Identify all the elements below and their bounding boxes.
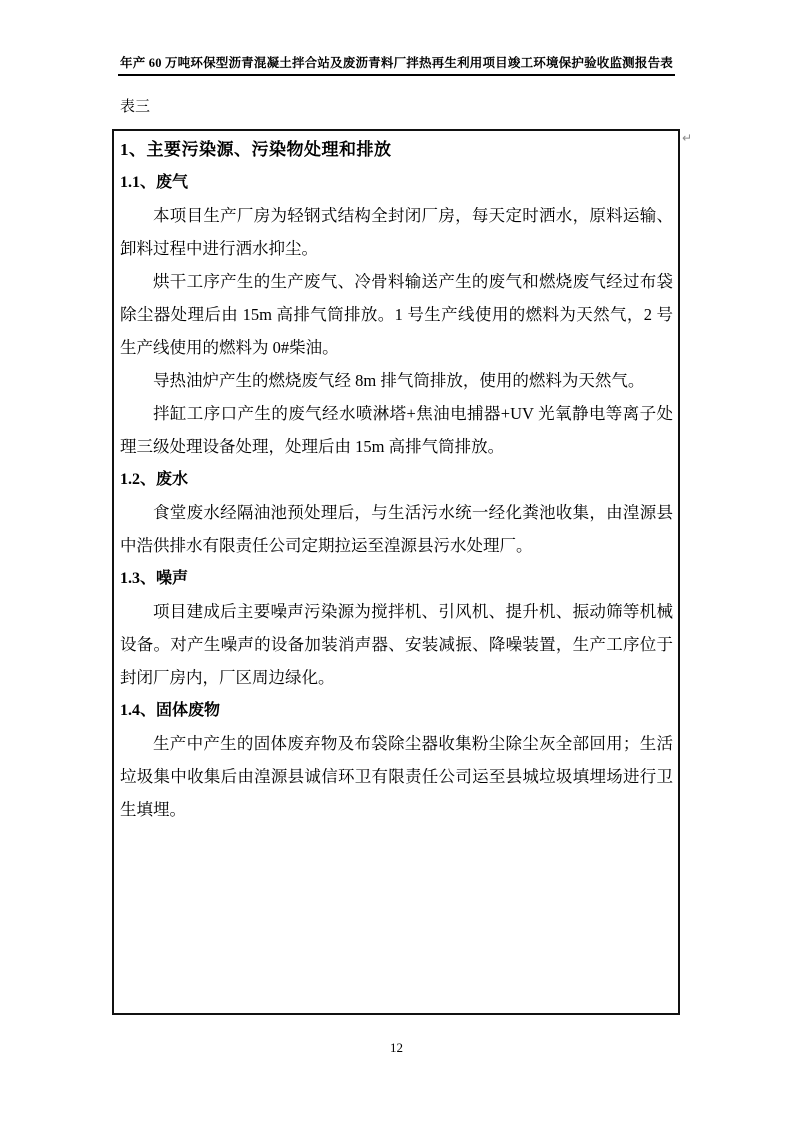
- table-label: 表三: [120, 99, 151, 115]
- document-header-title: 年产 60 万吨环保型沥青混凝土拌合站及废沥青料厂拌热再生利用项目竣工环境保护验收监测报告表: [120, 56, 673, 70]
- paragraph: 本项目生产厂房为轻钢式结构全封闭厂房，每天定时洒水，原料运输、卸料过程中进行洒水抑尘。: [120, 206, 673, 258]
- paragraph-return-mark-icon: ↵: [682, 131, 693, 145]
- section-heading-wastewater: 1.2、废水: [120, 471, 189, 488]
- paragraph: 项目建成后主要噪声污染源为搅拌机、引风机、提升机、振动筛等机械设备。对产生噪声的设备加装消声器、安装减振、降噪装置，生产工序位于封闭厂房内，厂区周边绿化。: [120, 602, 673, 687]
- content-box: [112, 129, 680, 1015]
- paragraph: 生产中产生的固体废弃物及布袋除尘器收集粉尘除尘灰全部回用；生活垃圾集中收集后由湟源县诚信环卫有限责任公司运至县城垃圾填埋场进行卫生填埋。: [120, 734, 673, 819]
- section-heading-noise: 1.3、噪声: [120, 570, 189, 587]
- paragraph: 导热油炉产生的燃烧废气经 8m 排气筒排放，使用的燃料为天然气。: [153, 371, 645, 390]
- paragraph: 拌缸工序口产生的废气经水喷淋塔+焦油电捕器+UV 光氧静电等离子处理三级处理设备处理，处理后由 15m 高排气筒排放。: [120, 404, 673, 456]
- header-divider: [118, 74, 675, 76]
- section-heading-solid-waste: 1.4、固体废物: [120, 702, 221, 719]
- paragraph: 食堂废水经隔油池预处理后，与生活污水统一经化粪池收集，由湟源县中浩供排水有限责任公司定期拉运至湟源县污水处理厂。: [120, 503, 673, 555]
- section-heading-waste-gas: 1.1、废气: [120, 174, 189, 191]
- main-section-title: 1、主要污染源、污染物处理和排放: [120, 140, 392, 159]
- paragraph: 烘干工序产生的生产废气、冷骨料输送产生的废气和燃烧废气经过布袋除尘器处理后由 15m 高排气筒排放。1 号生产线使用的燃料为天然气，2 号生产线使用的燃料为 0#柴油。: [120, 272, 673, 357]
- section-wastewater: [120, 463, 673, 562]
- section-noise: [120, 562, 673, 694]
- section-waste-gas: [120, 166, 673, 463]
- page-number: 12: [390, 1040, 403, 1055]
- section-solid-waste: [120, 694, 673, 826]
